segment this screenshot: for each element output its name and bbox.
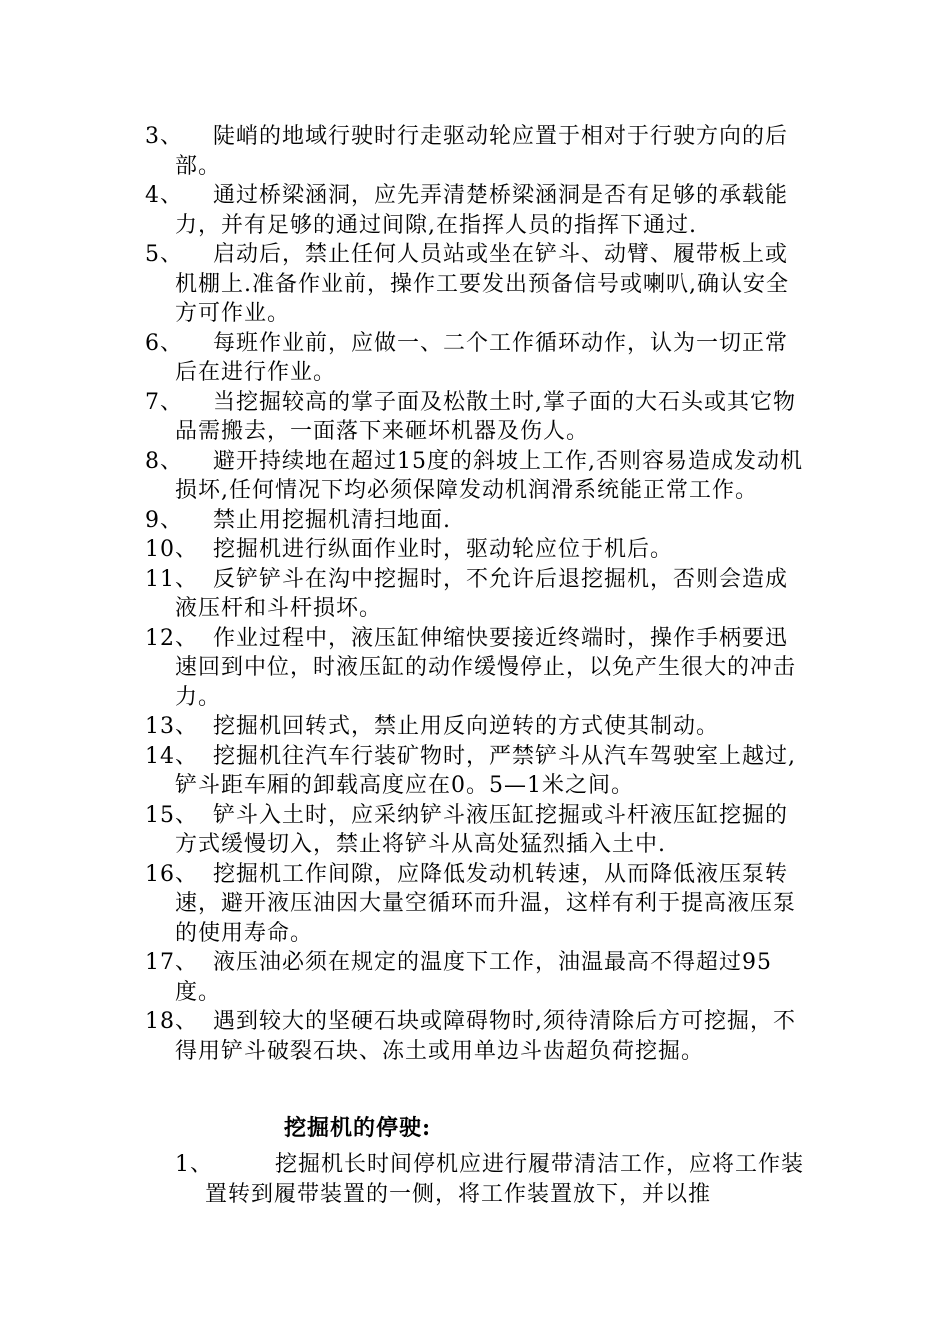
item-number: 17、 (145, 950, 198, 975)
item-number: 8、 (145, 448, 183, 474)
item-text: 启动后，禁止任何人员站或坐在铲斗、动臂、履带板上或机棚上.准备作业前，操作工要发出预备信号或喇叭,确认安全方可作业。 (175, 242, 789, 326)
item-text: 铲斗入土时，应采纳铲斗液压缸挖掘或斗杆液压缸挖掘的方式缓慢切入，禁止将铲斗从高处猛烈插入土中. (175, 802, 789, 857)
item-text: 挖掘机回转式，禁止用反向逆转的方式使其制动。 (213, 714, 720, 739)
item-text: 挖掘机工作间隙，应降低发动机转速，从而降低液压泵转速，避开液压油因大量空循环而升温，这样有利于提高液压泵的使用寿命。 (175, 861, 797, 946)
item-text: 挖掘机进行纵面作业时，驱动轮应位于机后。 (213, 537, 674, 562)
list-item (145, 860, 810, 949)
item-number: 13、 (145, 714, 198, 739)
list-item (175, 1150, 810, 1209)
item-text: 当挖掘较高的掌子面及松散土时,掌子面的大石头或其它物品需搬去，一面落下来砸坏机器及伤人。 (175, 389, 796, 444)
item-number: 9、 (145, 507, 183, 533)
list-item (145, 742, 810, 801)
list-item (145, 122, 810, 181)
item-number: 3、 (145, 124, 183, 149)
item-number: 18、 (145, 1009, 198, 1034)
item-number: 6、 (145, 330, 183, 356)
item-text: 反铲铲斗在沟中挖掘时，不允许后退挖掘机，否则会造成液压杆和斗杆损坏。 (175, 566, 789, 621)
item-number: 16、 (145, 861, 198, 887)
item-number: 7、 (145, 389, 183, 415)
item-number: 11、 (145, 566, 198, 592)
item-text: 通过桥梁涵洞，应先弄清楚桥梁涵洞是否有足够的承载能力，并有足够的通过间隙,在指挥人员的指挥下通过. (175, 183, 789, 238)
item-text: 挖掘机往汽车行装矿物时，严禁铲斗从汽车驾驶室上越过,铲斗距车厢的卸载高度应在0。5—1米之间。 (175, 743, 796, 798)
list-item (145, 388, 810, 447)
item-number: 15、 (145, 802, 198, 828)
list-item (145, 329, 810, 388)
item-number: 14、 (145, 743, 198, 769)
list-item (145, 1007, 810, 1066)
list-item (145, 565, 810, 624)
item-number: 4、 (145, 183, 183, 208)
item-text: 挖掘机长时间停机应进行履带清洁工作，应将工作装置转到履带装置的一侧，将工作装置放下，并以推 (205, 1152, 805, 1207)
item-number: 5、 (145, 242, 183, 267)
item-text: 陡峭的地域行驶时行走驱动轮应置于相对于行驶方向的后部。 (175, 124, 789, 179)
safety-rules-list (145, 122, 810, 1066)
list-item (145, 240, 810, 329)
list-item (145, 181, 810, 240)
list-item (145, 506, 810, 536)
shutdown-list (175, 1150, 810, 1209)
list-item (145, 447, 810, 506)
item-text: 作业过程中，液压缸伸缩快要接近终端时，操作手柄要迅速回到中位，时液压缸的动作缓慢停止，以免产生很大的冲击力。 (175, 625, 797, 710)
item-text: 遇到较大的坚硬石块或障碍物时,须待清除后方可挖掘，不得用铲斗破裂石块、冻土或用单边斗齿超负荷挖掘。 (175, 1009, 796, 1064)
list-item (145, 535, 810, 565)
item-number: 1、 (175, 1152, 213, 1177)
list-item (145, 624, 810, 713)
list-item (145, 712, 810, 742)
item-text: 每班作业前，应做一、二个工作循环动作，认为一切正常后在进行作业。 (175, 330, 789, 385)
list-item (145, 948, 810, 1007)
item-text: 禁止用挖掘机清扫地面. (213, 507, 451, 533)
item-number: 12、 (145, 625, 198, 651)
item-text: 液压油必须在规定的温度下工作，油温最高不得超过95度。 (175, 950, 772, 1005)
item-number: 10、 (145, 537, 198, 562)
section-heading: 挖掘机的停驶: (284, 1115, 432, 1141)
list-item (145, 801, 810, 860)
item-text: 避开持续地在超过15度的斜坡上工作,否则容易造成发动机损坏,任何情况下均必须保障发动机润滑系统能正常工作。 (175, 448, 803, 503)
